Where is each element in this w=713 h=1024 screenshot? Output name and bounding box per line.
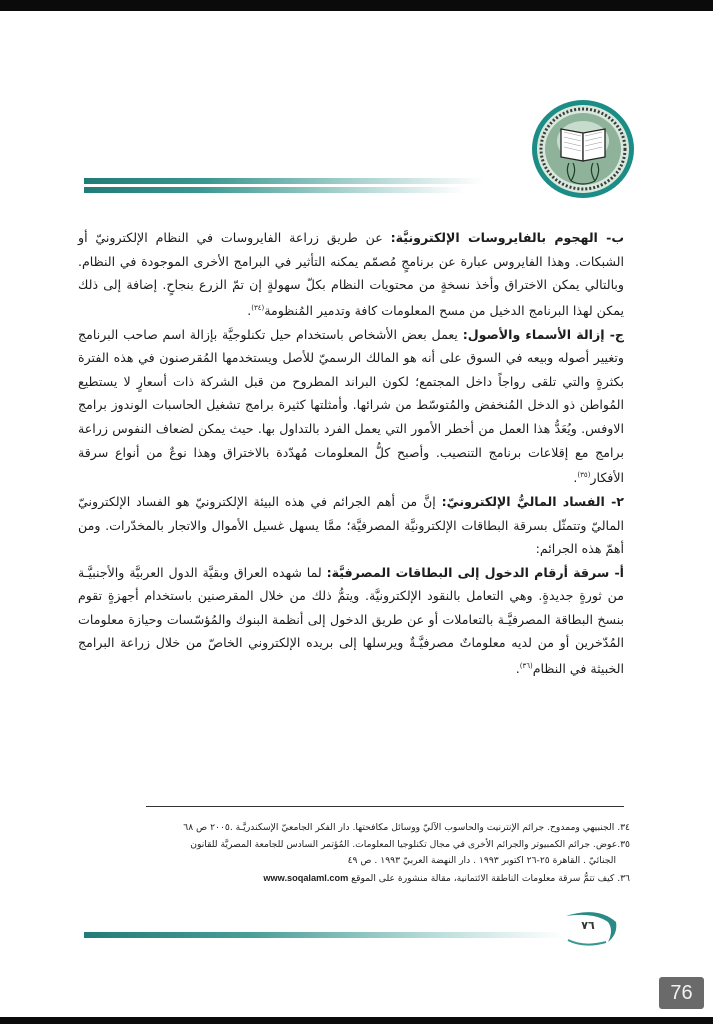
footnote-ref-35[interactable]: (٣٥)	[577, 471, 591, 480]
paragraph-a-end: .	[515, 661, 520, 677]
paragraph-2	[78, 490, 624, 561]
footnote-35: ٣٥.عوض. جرائم الكمبيوتر والجرائم الأخرى في مجال تكنلوجيا المعلومات. المُؤتمر السادس للجامعة المصريَّة للقانون	[190, 838, 630, 850]
viewer-top-bar	[0, 0, 713, 11]
footnote-34: ٣٤. الجنبيهي وممدوح. جرائم الإنترنيت والحاسوب الآليّ ووسائل مكافحتها. دار الفكر الجامعيّ الإسكندريَّـة .٢٠٠٥ ص ٦٨	[183, 822, 630, 833]
footnote-36	[150, 870, 630, 888]
viewer-bottom-bar	[0, 1017, 713, 1024]
footnotes	[150, 820, 630, 887]
paragraph-j-end: .	[573, 470, 578, 486]
paragraph-a-heading: أ- سرقة أرقام الدخول إلى البطاقات المصرفيَّة:	[326, 564, 625, 580]
paragraph-j-heading: ج- إزالة الأسماء والأصول:	[462, 326, 625, 342]
paragraph-a	[78, 561, 624, 681]
paragraph-b	[78, 226, 624, 323]
paragraph-2-text: إنَّ من أهم الجرائم في هذه البيئة الإلكترونيّ هو الفساد الإلكترونيّ الماليّ وتتمثّل بسرقة البطاقات الإلكترونيَّة المصرفيَّة؛ ممَّا يسهل غسيل الأموال والاتجار بالمخدّرات. ومن أهمّ هذه الجرائم:	[78, 493, 624, 557]
paragraph-a-text: لما شهده العراق وبقيَّة الدول العربيَّة والأجنبيَّـة من ثورةٍ جديدةٍ. وهي التعامل بالنقود الإلكترونيَّة. ويتمُّ ذلك من خلال المقرصنين باستخدام أجهزةٍ تقوم بنسخ البطاقة المصرفيَّـة بالتعاملات أو عن طريق الدخول إلى أنظمة البنوك والمُؤسّسات وحيازة معلومات المُدّخرين أو من لديه معلوماتٌ مصرفيَّـةٌ ويرسلها إلى بريده الإلكتروني الخاصّ من خلال زراعة البرامج الخبيثة في النظام	[78, 564, 624, 677]
footnote-ref-36[interactable]: (٣٦)	[519, 662, 533, 671]
paragraph-j-text: يعمل بعض الأشخاص باستخدام حيل تكنلوجيَّة بإزالة اسم صاحب البرنامج وتغيير أصوله وبيعه في السوق على أنه هو المالك الرسميّ للأصل ويستخدمها المُقرصنون في هذه الفترة بكثرةٍ والتي تلقى رواجاً داخل المجتمع؛ لكون البراند المطروح من قبل الشركة ذات أسعارٍ لا يستطيع المُواطن ذو الدخل المُنخفض والمُتوسّط من شرائها. وأمثلتها كثيرة برامج تشغيل الحاسبات الوندوز برامج الاوفس. ويُعَدُّ هذا العمل من أخطر الأمور التي يعمل الفرد بالتداول بها. حيث يمكن لضعاف النفوس زراعة برامج مع إقلاعات برنامج التنصيب. وأصبح كلُّ المعلومات مُهدّدة بالاختراق وهذا نوعٌ من أنواع سرقة الأفكار	[78, 326, 624, 486]
printed-page-number: ٧٦	[581, 919, 595, 932]
document-body	[78, 226, 624, 681]
footnote-divider	[146, 806, 624, 807]
paragraph-b-heading: ب- الهجوم بالفايروسات الإلكترونيَّة:	[390, 230, 624, 245]
open-book-emblem-icon	[531, 99, 635, 199]
footnote-35-continuation: الجنائيّ . القاهرة ٢٥-٢٦ اكتوبر ١٩٩٣ . دار النهضة العربيّ ١٩٩٣ . ص ٤٩	[347, 855, 616, 866]
footnote-36-text: ٣٦. كيف تتمُّ سرقة معلومات الناطقة الائتمانية، مقالة منشورة على الموقع	[348, 872, 630, 884]
footer-stripe	[84, 932, 564, 938]
paragraph-j	[78, 323, 624, 490]
footnote-ref-34[interactable]: (٣٤)	[251, 303, 265, 312]
footnote-36-url[interactable]: www.soqalaml.com	[263, 872, 349, 883]
paragraph-b-text: عن طريق زراعة الفايروسات في النظام الإلكترونيّ أو الشبكات. وهذا الفايروس عبارة عن برنامجٍ مُصمّم يمكنه التأثير في البرامج الأخرى الموجودة في النظام. وبالتالي يمكن الاختراق وأخذ نسخةٍ من محتويات النظام بكلّ سهولةٍ إن تمّ الزرع بنجاحٍ. إضافة إلى ذلك يمكن لهذا البرنامج الدخيل من مسح المعلومات كافة وتدمير المُنظومة	[78, 230, 624, 318]
paragraph-2-heading: ٢- الفساد الماليُّ الإلكترونيّ:	[441, 493, 624, 509]
viewer-page-indicator[interactable]: 76	[659, 977, 704, 1009]
header-stripe-bottom	[84, 187, 464, 193]
paragraph-b-end: .	[247, 302, 252, 318]
header-stripe-top	[84, 178, 484, 184]
